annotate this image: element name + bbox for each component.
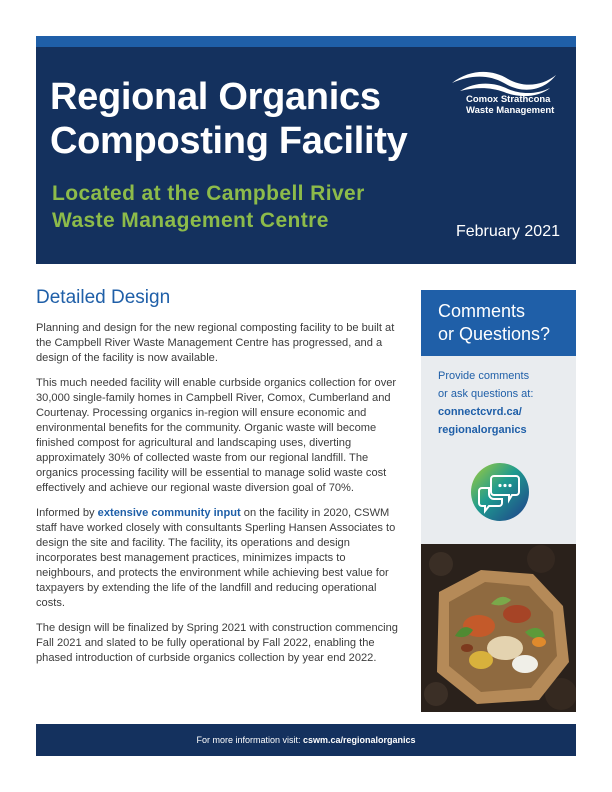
page-title-line-1: Regional Organics <box>50 76 381 118</box>
compost-photo <box>421 544 576 712</box>
page-title <box>50 75 407 163</box>
connect-link[interactable] <box>438 403 533 439</box>
page-subtitle <box>52 180 365 234</box>
section-heading: Detailed Design <box>36 287 171 308</box>
paragraph-timeline: The design will be finalized by Spring 2021 with construction commencing Fall 2021 and slated to be fully operational by Fall 2022, enabling the phased introduction of curbside organics collection by year end 2022. <box>36 622 398 664</box>
top-accent-strip <box>36 36 576 47</box>
header-banner <box>36 47 576 264</box>
connect-link-line-2: regionalorganics <box>438 424 527 436</box>
sidebar-body <box>421 356 576 544</box>
sidebar-heading-line-2: or Questions? <box>438 324 551 344</box>
footer-bar <box>36 724 576 756</box>
sidebar-heading-box <box>421 290 576 356</box>
chat-bubbles-icon <box>470 462 530 522</box>
publication-date: February 2021 <box>455 223 560 240</box>
sidebar-text <box>438 367 533 439</box>
paragraph-benefits: This much needed facility will enable curbside organics collection for over 30,000 single-family homes in Campbell River, Comox, Cumberland and Courtenay. Processing organics in-region will ensure economic and environmental benefits for the community. Organic waste will become finished compost for agricultural and landscaping uses, diverting approximately 30% of collected waste from our regional landfill. The organics processing facility will be essential to manage solid waste cost effectively and achieve our regional waste diversion goal of 70%. <box>36 377 397 494</box>
footer-link[interactable]: cswm.ca/regionalorganics <box>302 735 416 745</box>
logo-line-1: Comox Strathcona <box>466 94 551 105</box>
sidebar-heading-line-1: Comments <box>438 301 526 321</box>
connect-link-line-1: connectcvrd.ca/ <box>438 406 522 418</box>
article-body <box>36 321 402 676</box>
page-subtitle-line-2: Waste Management Centre <box>52 209 329 232</box>
paragraph-text: on the facility in 2020, CSWM staff have worked closely with consultants Sperling Hansen Associates to design the site and facility. The facility, its operations and design incorporates best management practices, minimizes impacts to neighbours, and protects the environment while achieving best value for taxpayers by extending the life of the landfill and reducing operational costs. <box>36 507 396 609</box>
community-input-link[interactable]: extensive community input <box>97 507 241 519</box>
paragraph-text: Informed by <box>36 507 98 519</box>
paragraph-intro: Planning and design for the new regional composting facility to be built at the Campbell River Waste Management Centre has progressed, and a design of the facility is now available. <box>36 322 395 364</box>
page-title-line-2: Composting Facility <box>50 120 408 162</box>
wave-logo-icon <box>448 67 560 97</box>
paragraph-community-input <box>36 506 402 611</box>
logo-wordmark <box>466 95 554 116</box>
logo-line-2: Waste Management <box>466 104 555 116</box>
food-scraps-image <box>421 544 576 712</box>
footer-label: For more information visit: <box>196 735 303 745</box>
sidebar-heading <box>438 300 550 346</box>
page-subtitle-line-1: Located at the Campbell River <box>52 182 365 205</box>
cswm-logo <box>448 67 560 127</box>
sidebar-text-line-2: or ask questions at: <box>438 388 534 400</box>
sidebar-text-line-1: Provide comments <box>438 370 530 382</box>
